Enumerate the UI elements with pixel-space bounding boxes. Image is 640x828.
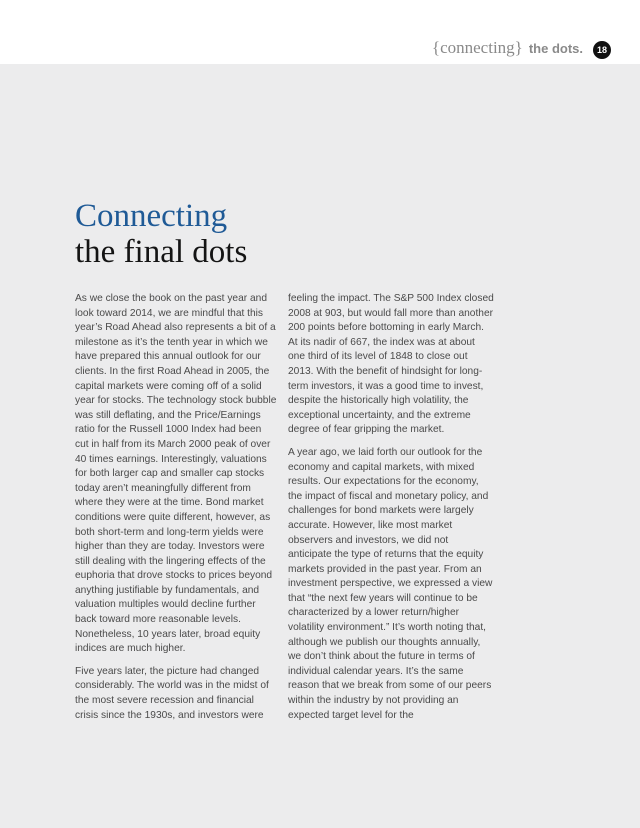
brand-connecting: {connecting} [431,38,523,57]
title-line-connecting: Connecting [75,198,228,234]
paragraph: As we close the book on the past year and look toward 2014, we are mindful that this year’s Road Ahead also represents a bit of a milestone as it’s the tenth year in which we have prepared this annual outlook for our clients. In the first Road Ahead in 2005, the capital markets were coming off of a solid year for stocks. The technology stock bubble was still deflating, and the Price/Earnings ratio for the Russell 1000 Index had been cut in half from its March 2000 peak of over 40 times earnings. Interestingly, valuations for both larger cap and smaller cap stocks today aren’t meaningfully different from where they were at the time. Bond market conditions were quite different, however, as both short-term and long-term yields were higher than they are today. Investors were still dealing with the lingering effects of the euphoria that drove stocks to prices beyond anything justifiable by fundamentals, and valuation multiples would decline further back toward more reasonable levels. Nonetheless, 10 years later, broad equity indices are much higher. [75,293,277,655]
page-number-badge: 18 [593,41,611,59]
paragraph: A year ago, we laid forth our outlook for the economy and capital markets, with mixed results. Our expectations for the economy, the impact of fiscal and monetary policy, and challenges for bond markets were largely accurate. However, like most market observers and investors, we did not anticipate the type of returns that the equity markets provided in the past year. From an investment perspective, we expressed a view that “the next few years will continue to be characterized by a lower return/higher volatility environment.” It’s worth noting that, although we publish our thoughts annually, we don’t think about the future in terms of individual calendar years. It’s the same reason that we break from some of our peers within the industry by not providing an expected target level for the [288,446,493,721]
title-line-final-dots: the final dots [75,234,248,270]
paragraph: feeling the impact. The S&P 500 Index closed 2008 at 903, but would fall more than another 200 points before bottoming in early March. At its nadir of 667, the index was at about one third of its level of 1848 to close out 2013. With the benefit of hindsight for long-term investors, it was a good time to invest, despite the historically high volatility, the exceptional uncertainty, and the extreme degree of fear gripping the market. [288,293,494,436]
brand-tagline [432,36,583,61]
article-title [75,198,247,270]
brand-the-dots: the dots. [528,41,583,56]
page-header [0,0,640,64]
body-column-right [288,292,494,731]
body-column-left [75,292,277,731]
paragraph: Five years later, the picture had changed considerably. The world was in the midst of the most severe recession and financial crisis since the 1930s, and investors were [75,665,269,721]
